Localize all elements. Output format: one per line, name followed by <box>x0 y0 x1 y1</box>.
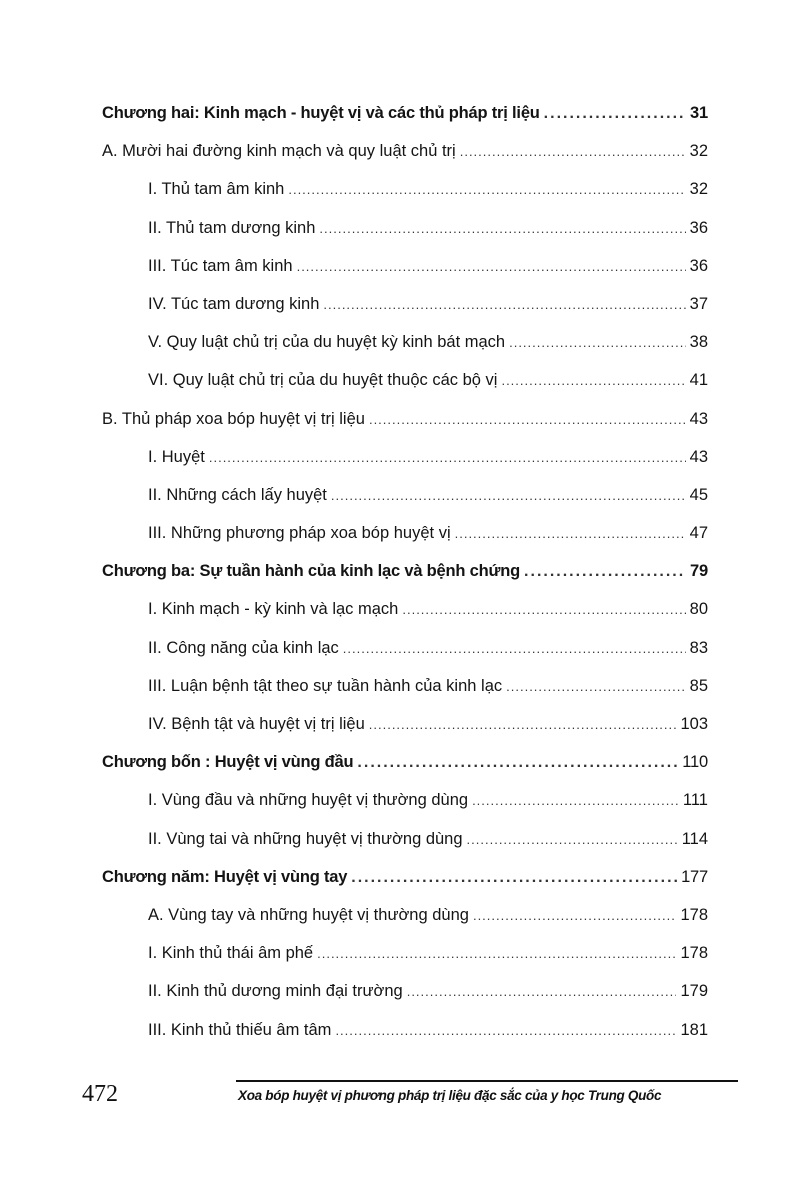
toc-subsection <box>102 438 708 476</box>
toc-subsection <box>102 896 708 934</box>
toc-entry-title: I. Huyệt <box>148 447 205 466</box>
footer-rule <box>236 1080 738 1082</box>
dot-leader <box>357 744 678 782</box>
toc-entry-title: II. Công năng của kinh lạc <box>148 638 339 657</box>
toc-chapter-4 <box>102 743 708 781</box>
toc-subsection <box>102 361 708 399</box>
toc-subsection <box>102 285 708 323</box>
dot-leader <box>402 591 685 629</box>
toc-entry-title: V. Quy luật chủ trị của du huyệt kỳ kinh bát mạch <box>148 333 506 352</box>
toc-entry-title: A. Vùng tay và những huyệt vị thường dùng <box>148 905 469 924</box>
toc-entry-title: IV. Bệnh tật và huyệt vị trị liệu <box>148 715 365 733</box>
toc-entry-title: III. Kinh thủ thiếu âm tâm <box>148 1020 332 1039</box>
toc-entry-page: 85 <box>689 676 708 695</box>
toc-entry-title: I. Kinh thủ thái âm phế <box>148 944 314 963</box>
toc-entry-page: 32 <box>689 142 708 161</box>
toc-entry-title: VI. Quy luật chủ trị của du huyệt thuộc các bộ vị <box>148 371 498 390</box>
toc-entry-title: A. Mười hai đường kinh mạch và quy luật chủ trị <box>102 142 456 161</box>
toc-entry-page: 38 <box>689 333 708 352</box>
toc-entry-page: 110 <box>682 753 708 772</box>
dot-leader <box>369 401 686 439</box>
dot-leader <box>472 782 679 820</box>
toc-entry-title: IV. Túc tam dương kinh <box>148 294 320 313</box>
dot-leader <box>501 362 685 400</box>
toc-entry-title: III. Những phương pháp xoa bóp huyệt vị <box>148 524 451 543</box>
dot-leader <box>460 133 686 171</box>
toc-chapter-3 <box>102 552 708 590</box>
dot-leader <box>209 439 686 477</box>
toc-subsection <box>102 209 708 247</box>
toc-entry-page: 111 <box>682 791 708 810</box>
toc-entry-title: II. Những cách lấy huyệt <box>148 485 327 504</box>
dot-leader <box>335 1012 676 1050</box>
toc-entry-title: I. Kinh mạch - kỳ kinh và lạc mạch <box>148 600 399 619</box>
toc-subsection <box>102 667 708 705</box>
dot-leader <box>506 668 686 706</box>
toc-subsection <box>102 514 708 552</box>
dot-leader <box>473 897 677 935</box>
toc-entry-page: 36 <box>689 218 708 237</box>
toc-entry-title: III. Luận bệnh tật theo sự tuần hành của kinh lạc <box>148 676 503 695</box>
toc-entry-title: Chương năm: Huyệt vị vùng tay <box>102 867 348 886</box>
toc-entry-title: III. Túc tam âm kinh <box>148 256 293 275</box>
dot-leader <box>343 630 686 668</box>
toc-subsection <box>102 1011 708 1049</box>
toc-subsection <box>102 247 708 285</box>
toc-entry-title: II. Kinh thủ dương minh đại trường <box>148 982 403 1001</box>
toc-entry-page: 36 <box>689 256 708 275</box>
toc-subsection <box>102 476 708 514</box>
toc-entry-title: II. Thủ tam dương kinh <box>148 218 316 237</box>
toc-entry-page: 114 <box>681 829 708 848</box>
toc-subsection <box>102 323 708 361</box>
toc-subsection <box>102 781 708 819</box>
dot-leader <box>509 324 686 362</box>
toc-entry-page: 181 <box>680 1020 708 1039</box>
dot-leader <box>524 553 686 591</box>
toc-subsection <box>102 705 708 743</box>
dot-leader <box>467 821 678 859</box>
toc-entry-title: Chương ba: Sự tuần hành của kinh lạc và bệnh chứng <box>102 562 521 581</box>
toc-entry-title: I. Vùng đầu và những huyệt vị thường dùng <box>148 791 469 810</box>
toc-section <box>102 132 708 170</box>
toc-section <box>102 400 708 438</box>
toc-subsection <box>102 590 708 628</box>
toc-entry-page: 47 <box>689 524 708 543</box>
dot-leader <box>297 248 686 286</box>
dot-leader <box>351 859 677 897</box>
toc-entry-page: 32 <box>689 180 708 199</box>
toc-chapter-2 <box>102 94 708 132</box>
dot-leader <box>319 210 685 248</box>
running-title: Xoa bóp huyệt vị phương pháp trị liệu đặc sắc của y học Trung Quốc <box>238 1088 662 1103</box>
dot-leader <box>317 935 676 973</box>
dot-leader <box>369 706 677 744</box>
toc-entry-title: Chương hai: Kinh mạch - huyệt vị và các thủ pháp trị liệu <box>102 104 540 122</box>
toc-subsection <box>102 629 708 667</box>
toc-subsection <box>102 820 708 858</box>
toc-entry-page: 41 <box>689 371 708 390</box>
toc-entry-page: 37 <box>689 294 708 313</box>
toc-entry-page: 178 <box>680 905 708 924</box>
dot-leader <box>331 477 686 515</box>
toc-entry-title: I. Thủ tam âm kinh <box>148 180 285 199</box>
toc-entry-title: Chương bốn : Huyệt vị vùng đầu <box>102 753 354 772</box>
toc-chapter-5 <box>102 858 708 896</box>
toc-entry-title: B. Thủ pháp xoa bóp huyệt vị trị liệu <box>102 409 365 428</box>
toc-subsection <box>102 934 708 972</box>
dot-leader <box>323 286 685 324</box>
toc-entry-page: 43 <box>689 409 708 428</box>
toc-entry-page: 79 <box>690 562 708 581</box>
dot-leader <box>455 515 686 553</box>
dot-leader <box>544 95 686 133</box>
toc-entry-page: 45 <box>689 485 708 504</box>
page-number: 472 <box>82 1081 118 1107</box>
toc-entry-page: 31 <box>690 104 708 122</box>
toc-subsection <box>102 170 708 208</box>
toc-subsection <box>102 972 708 1010</box>
toc-entry-page: 80 <box>689 600 708 619</box>
toc-entry-page: 178 <box>680 944 708 963</box>
table-of-contents <box>102 94 708 1049</box>
toc-entry-page: 83 <box>689 638 708 657</box>
dot-leader <box>288 171 685 209</box>
dot-leader <box>407 973 677 1011</box>
toc-entry-page: 177 <box>681 867 708 886</box>
toc-entry-page: 103 <box>680 715 708 733</box>
toc-entry-title: II. Vùng tai và những huyệt vị thường dùng <box>148 829 463 848</box>
toc-entry-page: 179 <box>680 982 708 1001</box>
toc-entry-page: 43 <box>689 447 708 466</box>
